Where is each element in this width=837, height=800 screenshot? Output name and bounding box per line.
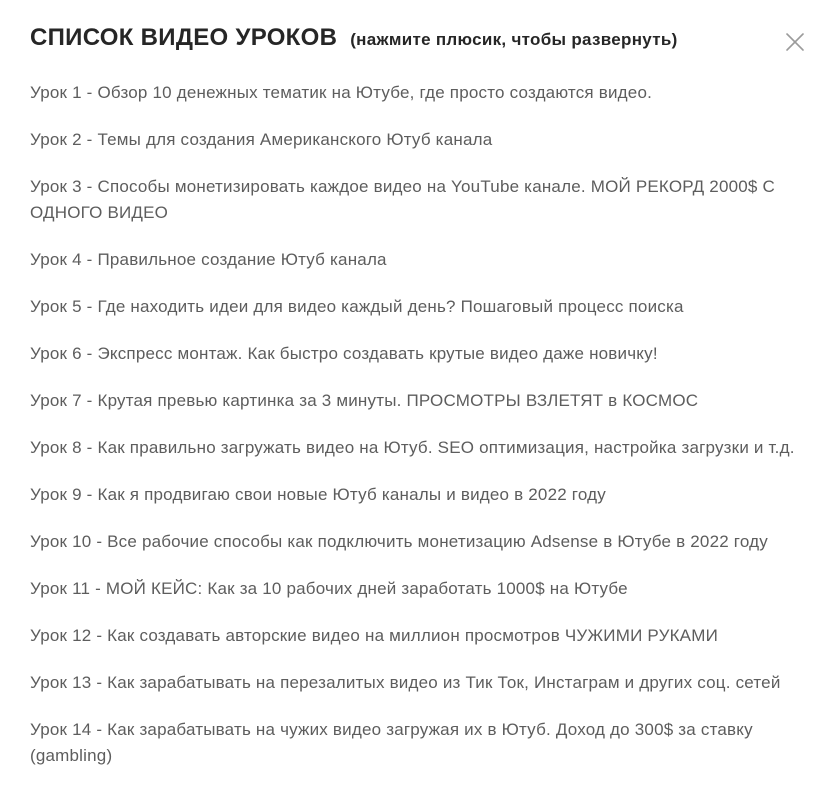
lesson-item-8[interactable]: Урок 8 - Как правильно загружать видео на Ютуб. SEO оптимизация, настройка загрузки и т.д. bbox=[30, 438, 795, 457]
close-icon[interactable] bbox=[779, 26, 811, 58]
lesson-item-6[interactable]: Урок 6 - Экспресс монтаж. Как быстро создавать крутые видео даже новичку! bbox=[30, 344, 658, 363]
lesson-item-3[interactable]: Урок 3 - Способы монетизировать каждое видео на YouTube канале. МОЙ РЕКОРД 2000$ С ОДНОГО ВИДЕО bbox=[30, 177, 775, 222]
lesson-item-9[interactable]: Урок 9 - Как я продвигаю свои новые Ютуб каналы и видео в 2022 году bbox=[30, 485, 606, 504]
page-title bbox=[30, 24, 678, 54]
title-hint: (нажмите плюсик, чтобы развернуть) bbox=[350, 30, 678, 49]
lesson-item-13[interactable]: Урок 13 - Как зарабатывать на перезалитых видео из Тик Ток, Инстаграм и других соц. сетей bbox=[30, 673, 781, 692]
lesson-item-5[interactable]: Урок 5 - Где находить идеи для видео каждый день? Пошаговый процесс поиска bbox=[30, 297, 684, 316]
panel-header bbox=[30, 24, 807, 58]
lesson-item-12[interactable]: Урок 12 - Как создавать авторские видео на миллион просмотров ЧУЖИМИ РУКАМИ bbox=[30, 626, 719, 645]
lesson-item-14[interactable]: Урок 14 - Как зарабатывать на чужих видео загружая их в Ютуб. Доход до 300$ за ставку (gambling) bbox=[30, 720, 753, 765]
lesson-item-1[interactable]: Урок 1 - Обзор 10 денежных тематик на Ютубе, где просто создаются видео. bbox=[30, 83, 653, 102]
lesson-item-10[interactable]: Урок 10 - Все рабочие способы как подключить монетизацию Adsense в Ютубе в 2022 году bbox=[30, 532, 768, 551]
lesson-item-4[interactable]: Урок 4 - Правильное создание Ютуб канала bbox=[30, 250, 387, 269]
lesson-item-2[interactable]: Урок 2 - Темы для создания Американского Ютуб канала bbox=[30, 130, 493, 149]
title-text: СПИСОК ВИДЕО УРОКОВ bbox=[30, 24, 338, 51]
lesson-item-11[interactable]: Урок 11 - МОЙ КЕЙС: Как за 10 рабочих дней заработать 1000$ на Ютубе bbox=[30, 579, 628, 598]
lesson-item-7[interactable]: Урок 7 - Крутая превью картинка за 3 минуты. ПРОСМОТРЫ ВЗЛЕТЯТ в КОСМОС bbox=[30, 391, 699, 410]
lessons-list bbox=[30, 80, 807, 769]
